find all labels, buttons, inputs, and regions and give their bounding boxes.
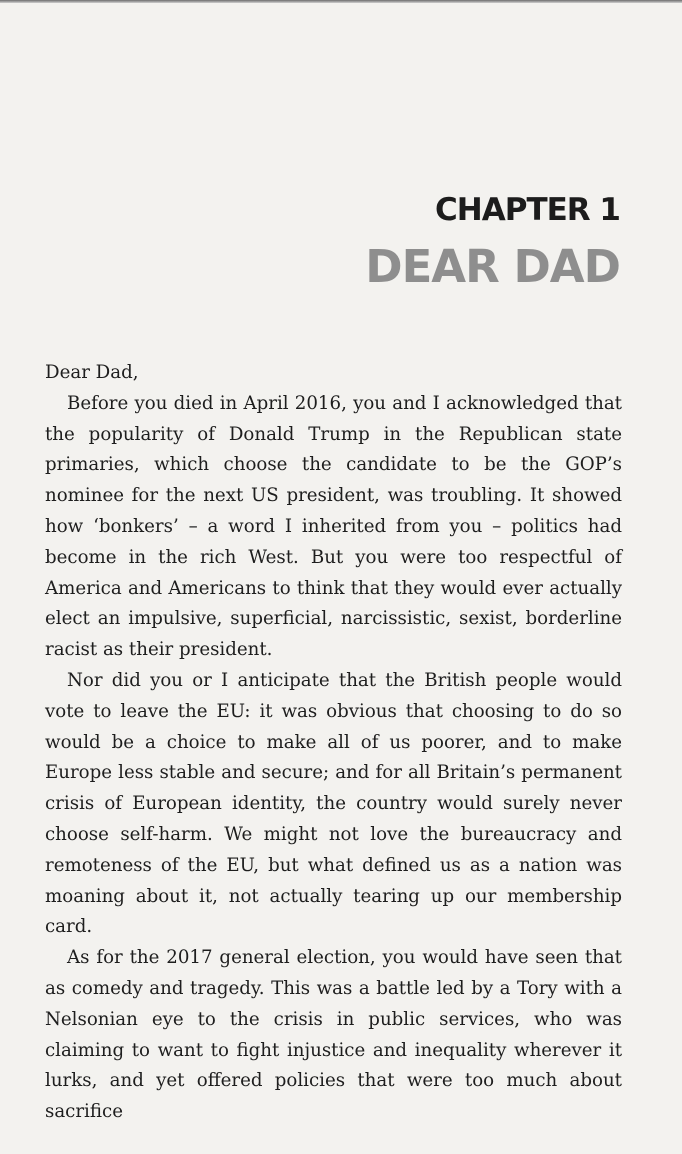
letter-salutation: Dear Dad,	[45, 362, 139, 383]
paragraph: Before you died in April 2016, you and I acknowledged that the popularity of Donald Trump in the Republican state primaries, which choose the candidate to be the GOP’s nominee for the next US president, was troubling. It showed how ‘bonkers’ – a word I inherited from you – politics had become in the rich West. But you were too respectful of America and Americans to think that they would ever actually elect an impulsive, superficial, narcissistic, sexist, borderline racist as their president.	[45, 392, 622, 661]
letter-body	[45, 358, 622, 1128]
paragraph: Nor did you or I anticipate that the British people would vote to leave the EU: it was obvious that choosing to do so would be a choice to make all of us poorer, and to make Europe less stable and secure; and for all Britain’s permanent crisis of European identity, the country would surely never choose self-harm. We might not love the bureaucracy and remoteness of the EU, but what defined us as a nation was moaning about it, not actually tearing up our membership card.	[45, 669, 622, 938]
page-top-edge	[0, 0, 682, 3]
chapter-number: CHAPTER 1	[435, 192, 620, 228]
chapter-title: DEAR DAD	[365, 240, 620, 293]
paragraph: As for the 2017 general election, you would have seen that as comedy and tragedy. This was a battle led by a Tory with a Nelsonian eye to the crisis in public services, who was claiming to want to fight injustice and inequality wherever it lurks, and yet offered policies that were too much about sacrifice	[45, 947, 622, 1123]
